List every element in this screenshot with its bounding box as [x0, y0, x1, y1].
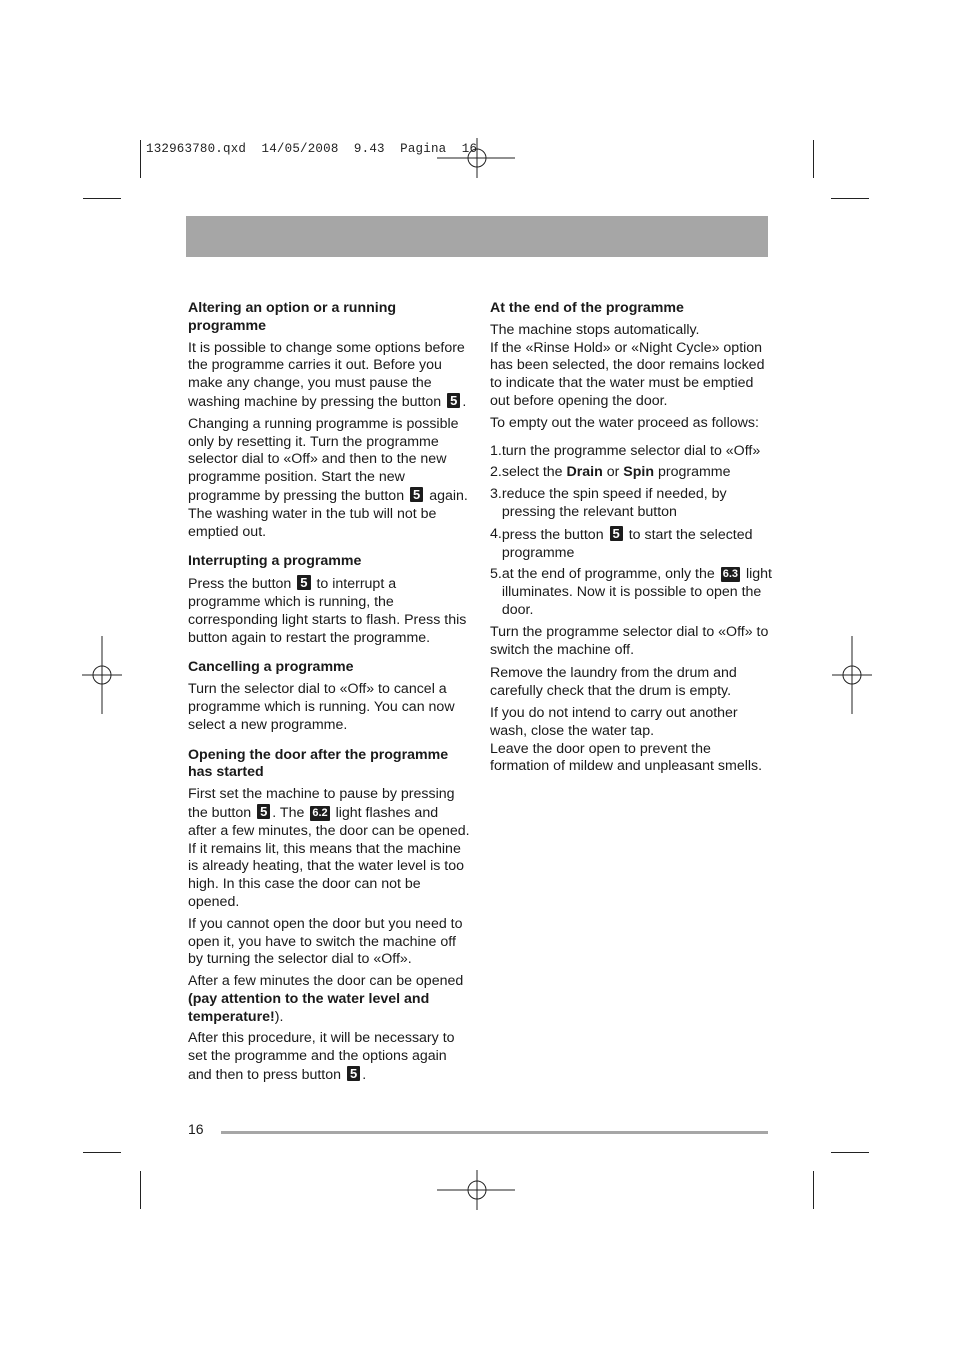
section-heading: Opening the door after the programme has started — [188, 746, 449, 781]
text: at the end of programme, only the — [501, 566, 719, 583]
button-5-icon: 5 — [297, 575, 310, 590]
section-altering — [188, 300, 470, 541]
section-heading: At the end of the programme — [490, 300, 684, 316]
crop-mark — [831, 1152, 869, 1153]
paragraph: If the «Rinse Hold» or «Night Cycle» option has been selected, the door remains locked to indicate that the water must be emptied out before opening the door. — [490, 339, 765, 409]
list-number: 4. — [490, 525, 502, 542]
light-6-2-icon: 6.2 — [312, 806, 328, 819]
list-number: 1. — [490, 442, 502, 459]
button-5-icon: 5 — [410, 487, 423, 502]
text: Press the button — [188, 576, 296, 593]
text: . — [362, 1067, 367, 1084]
paragraph: The machine stops automatically. — [490, 321, 700, 338]
button-5-icon: 5 — [257, 804, 270, 819]
list-number: 2. — [490, 464, 502, 481]
crop-mark — [813, 140, 814, 178]
text: ). — [274, 1008, 284, 1025]
text: select the — [501, 464, 567, 481]
footer-rule — [221, 1131, 768, 1134]
text: press the button — [501, 526, 608, 543]
button-5-icon: 5 — [447, 393, 460, 408]
section-heading: Cancelling a programme — [188, 659, 354, 676]
registration-mark-icon — [437, 1170, 517, 1210]
section-heading: Interrupting a programme — [188, 553, 362, 570]
paragraph: If you do not intend to carry out another wash, close the water tap. — [490, 704, 738, 739]
text: to interrupt a programme which is running, the corresponding light starts to flash. Press this button again to restart the programme. — [188, 576, 467, 646]
registration-mark-icon — [437, 138, 517, 178]
text: . — [462, 393, 467, 410]
text: again. The washing water in the tub will not be emptied out. — [188, 487, 468, 540]
file-slug: 132963780.qxd 14/05/2008 9.43 Pagina 16 — [146, 142, 478, 156]
paragraph — [188, 786, 470, 912]
registration-mark-icon — [82, 636, 122, 714]
crop-mark — [140, 1171, 141, 1209]
list-item — [490, 486, 772, 522]
crop-mark — [83, 1152, 121, 1153]
text: It is possible to change some options before the programme carries it out. Before you make any change, you must pause the washing machine by pressing the button — [188, 339, 465, 410]
text: First set the machine to pause by pressing the button — [188, 786, 455, 821]
text: . The — [272, 804, 309, 821]
paragraph: To empty out the water proceed as follows: — [490, 414, 759, 431]
section-heading: Altering an option or a running programme — [188, 300, 397, 334]
right-column — [490, 300, 772, 776]
section-opening-door — [188, 747, 470, 1085]
text: light illuminates. Now it is possible to open the door. — [501, 566, 772, 618]
paragraph — [188, 973, 470, 1026]
light-6-3-icon: 6.3 — [722, 568, 739, 581]
list-text: turn the programme selector dial to «Off» — [501, 442, 761, 459]
list-number: 3. — [490, 486, 502, 503]
bold-text: Spin — [623, 464, 655, 481]
header-bar — [186, 216, 768, 257]
button-5-icon: 5 — [347, 1066, 360, 1081]
text: programme — [654, 464, 731, 481]
crop-mark — [831, 198, 869, 199]
section-interrupting — [188, 553, 470, 647]
paragraph: Leave the door open to prevent the formation of mildew and unpleasant smells. — [490, 740, 763, 775]
list-item — [490, 566, 772, 619]
list-item — [490, 464, 772, 482]
crop-mark — [813, 1171, 814, 1209]
list-item — [490, 443, 772, 461]
crop-mark — [140, 140, 141, 178]
paragraph — [188, 1030, 470, 1084]
page-number: 16 — [188, 1121, 204, 1137]
button-5-icon: 5 — [610, 526, 623, 541]
text: After a few minutes the door can be opened — [188, 973, 464, 990]
text: light flashes and after a few minutes, the door can be opened. If it remains lit, this means that the machine is already heating, that the water level is too high. In this case the door can not be opened. — [188, 804, 470, 910]
paragraph: If you cannot open the door but you need to open it, you have to switch the machine off by turning the selector dial to «Off». — [188, 915, 463, 968]
registration-mark-icon — [832, 636, 872, 714]
paragraph: Remove the laundry from the drum and carefully check that the drum is empty. — [490, 665, 737, 700]
paragraph: Turn the programme selector dial to «Off» to switch the machine off. — [490, 623, 769, 658]
list-text — [502, 464, 772, 482]
text: Changing a running programme is possible only by resetting it. Turn the programme selector dial to «Off» and then to the new programme position. Start the new programme by pressing the button — [188, 415, 459, 504]
paragraph — [188, 575, 470, 647]
crop-mark — [83, 198, 121, 199]
paragraph: Turn the selector dial to «Off» to cancel a programme which is running. You can now select a new programme. — [188, 681, 455, 733]
list-item — [490, 526, 772, 563]
bold-text: (pay attention to the water level and temperature! — [188, 990, 430, 1025]
text: or — [602, 464, 624, 481]
list-text — [502, 526, 772, 563]
list-number: 5. — [490, 566, 502, 583]
text: After this procedure, it will be necessary to set the programme and the options again and then to press button — [188, 1030, 455, 1084]
section-cancelling — [188, 659, 470, 734]
paragraph — [188, 416, 470, 542]
list-text — [502, 566, 772, 619]
bold-text: Drain — [566, 464, 603, 481]
list-text: reduce the spin speed if needed, by pressing the relevant button — [501, 486, 727, 520]
left-column — [188, 300, 470, 1097]
text: to start the selected programme — [501, 526, 753, 561]
paragraph — [188, 340, 470, 412]
steps-list — [490, 443, 772, 620]
